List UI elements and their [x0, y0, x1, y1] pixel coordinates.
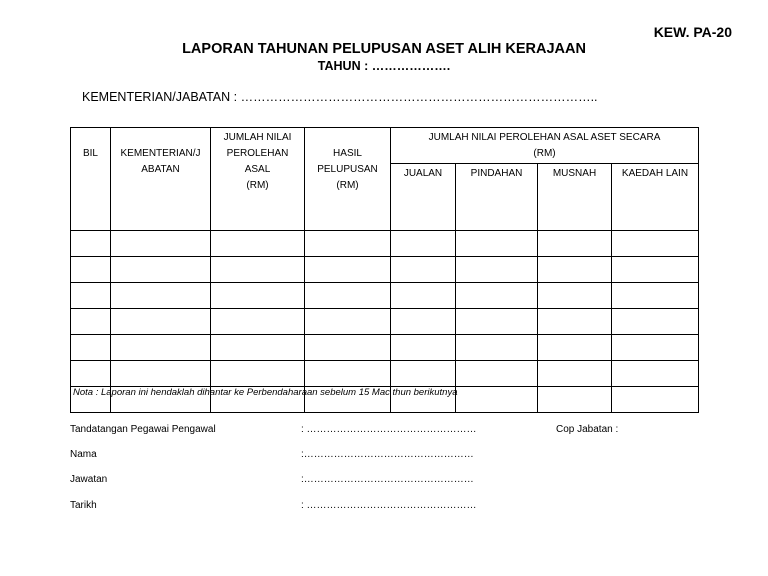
department-stamp-label: Cop Jabatan : — [556, 424, 619, 435]
table-cell[interactable] — [538, 335, 612, 361]
table-cell[interactable] — [456, 257, 538, 283]
table-cell[interactable] — [538, 257, 612, 283]
header-jualan: JUALAN — [391, 164, 456, 231]
table-cell[interactable] — [71, 257, 111, 283]
date-label: Tarikh — [70, 500, 97, 511]
table-cell[interactable] — [538, 309, 612, 335]
table-cell[interactable] — [456, 283, 538, 309]
table-cell[interactable] — [305, 309, 391, 335]
table-row — [71, 361, 699, 387]
report-year: TAHUN : ………………. — [317, 59, 451, 73]
table-cell[interactable] — [612, 387, 699, 413]
table-cell[interactable] — [211, 361, 305, 387]
table-cell[interactable] — [71, 387, 458, 413]
table-cell[interactable] — [456, 335, 538, 361]
table-cell[interactable] — [391, 335, 456, 361]
header-bil: BIL — [71, 128, 111, 231]
table-cell[interactable] — [71, 361, 111, 387]
table-cell[interactable] — [456, 231, 538, 257]
officer-signature-field[interactable]: : …………………………………………… — [301, 424, 477, 435]
table-cell[interactable] — [612, 361, 699, 387]
table-cell[interactable] — [538, 283, 612, 309]
table-cell[interactable] — [612, 257, 699, 283]
table-cell[interactable] — [538, 361, 612, 387]
table-cell[interactable] — [391, 309, 456, 335]
table-cell[interactable] — [111, 309, 211, 335]
header-kaedah-lain: KAEDAH LAIN — [612, 164, 699, 231]
officer-signature-label: Tandatangan Pegawai Pengawal — [70, 424, 216, 435]
table-cell[interactable] — [456, 361, 538, 387]
table-cell[interactable] — [391, 361, 456, 387]
ministry-line: KEMENTERIAN/JABATAN : ………………………………………………………………………….. — [82, 90, 598, 104]
disposal-table — [70, 127, 699, 413]
table-cell[interactable] — [305, 283, 391, 309]
table-row — [71, 387, 699, 413]
table-cell[interactable] — [211, 309, 305, 335]
table-cell[interactable] — [391, 231, 456, 257]
table-cell[interactable] — [111, 231, 211, 257]
form-code: KEW. PA-20 — [653, 24, 732, 40]
table-cell[interactable] — [211, 257, 305, 283]
table-cell[interactable] — [111, 257, 211, 283]
date-field[interactable]: : …………………………………………… — [301, 500, 477, 511]
table-cell[interactable] — [211, 283, 305, 309]
table-row — [71, 283, 699, 309]
position-field[interactable]: :…………………………………………… — [301, 474, 474, 485]
table-cell[interactable] — [456, 387, 538, 413]
header-method-group: JUMLAH NILAI PEROLEHAN ASAL ASET SECARA (RM) — [391, 128, 699, 164]
table-cell[interactable] — [538, 231, 612, 257]
table-note: Nota : Laporan ini hendaklah dihantar ke Perbendaharaan sebelum 15 Mac thun berikutnya — [73, 387, 458, 398]
table-row — [71, 231, 699, 257]
table-cell[interactable] — [111, 335, 211, 361]
table-cell[interactable] — [612, 309, 699, 335]
table-cell[interactable] — [71, 231, 111, 257]
table-cell[interactable] — [305, 361, 391, 387]
table-cell[interactable] — [612, 335, 699, 361]
table-cell[interactable] — [456, 309, 538, 335]
table-cell[interactable] — [71, 309, 111, 335]
table-cell[interactable] — [71, 335, 111, 361]
table-cell[interactable] — [612, 283, 699, 309]
header-musnah: MUSNAH — [538, 164, 612, 231]
table-row — [71, 257, 699, 283]
table-cell[interactable] — [71, 283, 111, 309]
table-row — [71, 309, 699, 335]
table-row — [71, 335, 699, 361]
table-cell[interactable] — [305, 231, 391, 257]
name-field[interactable]: :…………………………………………… — [301, 449, 474, 460]
table-cell[interactable] — [211, 335, 305, 361]
report-title: LAPORAN TAHUNAN PELUPUSAN ASET ALIH KERAJAAN — [182, 41, 586, 57]
header-original-value: JUMLAH NILAI PEROLEHAN ASAL (RM) — [211, 128, 305, 231]
position-label: Jawatan — [70, 474, 108, 485]
table-cell[interactable] — [391, 257, 456, 283]
table-cell[interactable] — [211, 231, 305, 257]
header-ministry: KEMENTERIAN/J ABATAN — [111, 128, 211, 231]
table-cell[interactable] — [111, 283, 211, 309]
table-cell[interactable] — [538, 387, 612, 413]
table-cell[interactable] — [612, 231, 699, 257]
table-cell[interactable] — [305, 257, 391, 283]
name-label: Nama — [70, 449, 97, 460]
header-disposal-result: HASIL PELUPUSAN (RM) — [305, 128, 391, 231]
table-cell[interactable] — [391, 283, 456, 309]
header-pindahan: PINDAHAN — [456, 164, 538, 231]
table-cell[interactable] — [305, 335, 391, 361]
table-cell[interactable] — [111, 361, 211, 387]
